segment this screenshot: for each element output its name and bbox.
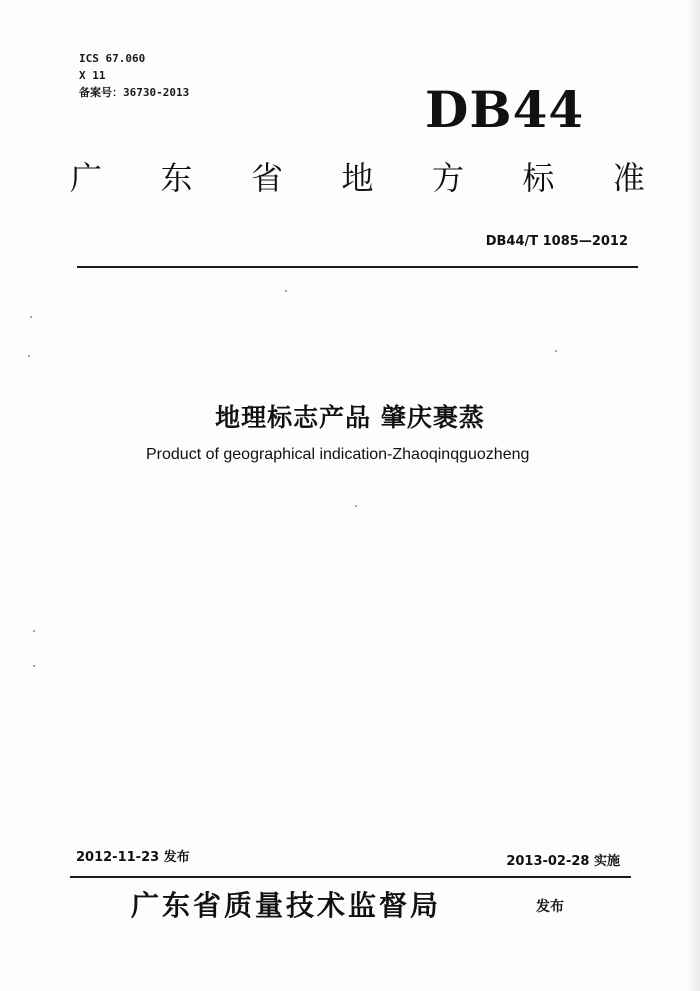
standard-number: DB44/T 1085—2012 (485, 234, 628, 249)
title-chinese: 地理标志产品 肇庆裹蒸 (215, 403, 485, 432)
title-english: Product of geographical indication-Zhaoqinqguozheng (146, 446, 530, 463)
implementation-date: 2013-02-28 实施 (506, 854, 620, 869)
standard-type-heading (70, 158, 645, 198)
issuing-authority: 广东省质量技术监督局 (131, 889, 442, 922)
issuer-suffix: 发布 (536, 899, 564, 915)
standard-type-char: 方 (431, 159, 464, 197)
ics-code: ICS 67.060 (79, 52, 146, 65)
standard-type-char: 标 (522, 159, 555, 197)
scan-speck (28, 355, 30, 357)
scan-speck (30, 316, 32, 318)
bottom-divider (70, 876, 631, 878)
db44-logo: DB44 (425, 80, 585, 139)
scan-speck (33, 665, 35, 667)
filing-number: 备案号：36730-2013 (79, 86, 190, 99)
scan-speck (355, 505, 357, 507)
standard-type-char: 东 (160, 159, 193, 197)
top-divider (77, 266, 638, 268)
document-metadata (79, 50, 189, 101)
standard-type-char: 省 (250, 159, 283, 197)
standard-type-char: 地 (341, 159, 374, 197)
scan-speck (33, 630, 35, 632)
issue-date: 2012-11-23 发布 (76, 850, 190, 865)
scan-edge-shadow (686, 0, 700, 991)
category-code: X 11 (79, 69, 106, 82)
standard-type-char: 广 (70, 159, 103, 197)
standard-type-char: 准 (612, 159, 645, 197)
scan-speck (285, 290, 287, 292)
scan-speck (555, 350, 557, 352)
